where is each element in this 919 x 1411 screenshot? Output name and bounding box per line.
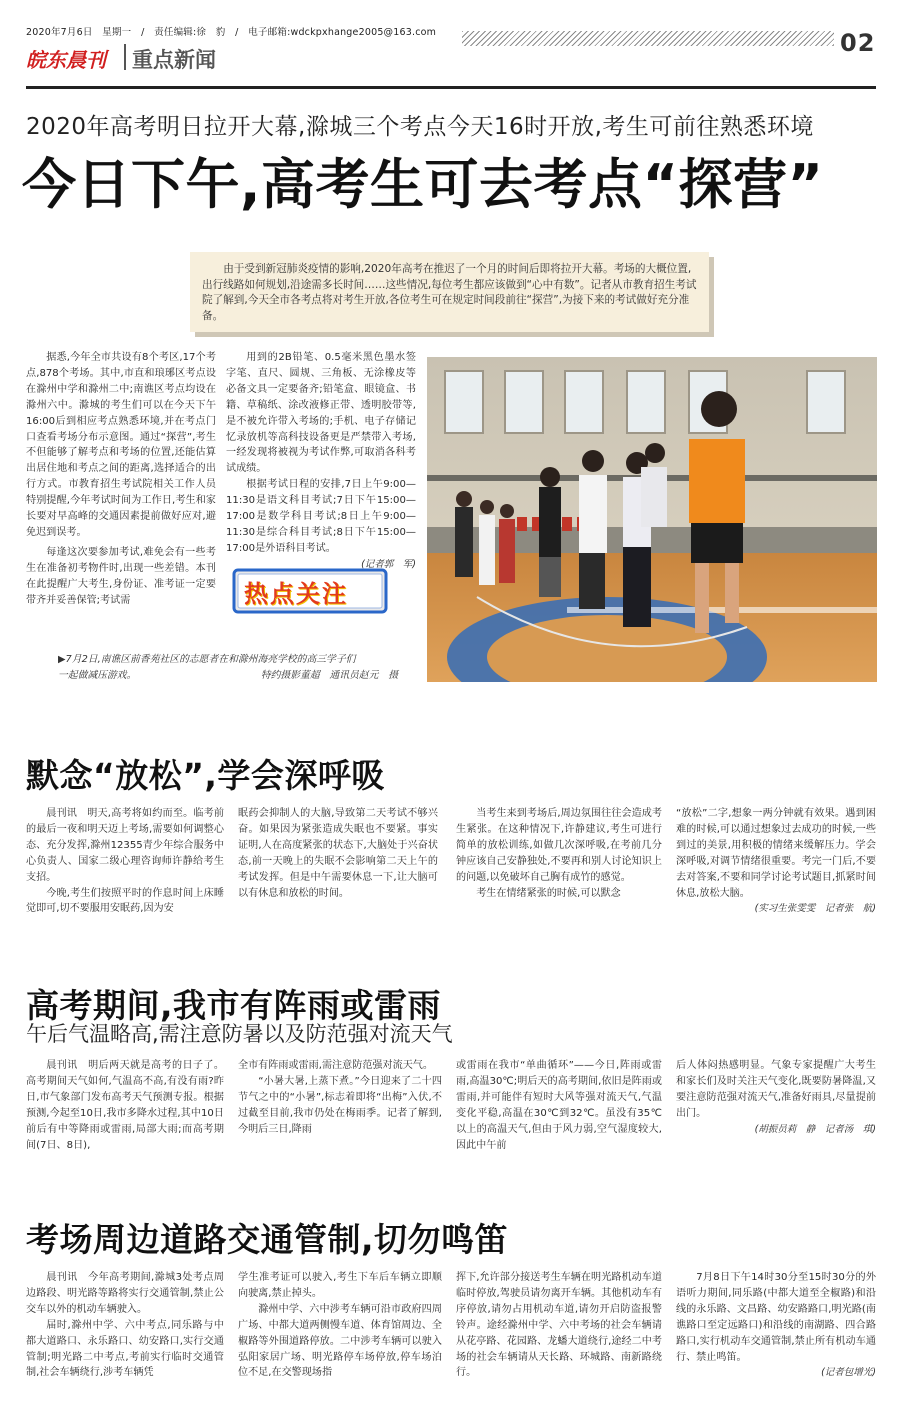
paragraph: 当考生来到考场后,周边氛围往往会造成考生紧张。在这种情况下,许静建议,考生可进行简单的放松训练,如做几次深呼吸,在考前几分钟应该自己安静独处,不要再和别人讨论知识上的问题,以免破坏自己胸有成竹的感觉。 (456, 808, 662, 883)
hot-topic-label: 热点关注 (244, 580, 348, 608)
logo-divider (124, 44, 126, 70)
story3-col3 (456, 1058, 662, 1153)
caption-line: ▶7月2日,南谯区前香苑社区的志愿者在和滁州海亮学校的高三学子们 (58, 654, 356, 665)
paragraph: 据悉,今年全市共设有8个考区,17个考点,878个考场。其中,市直和琅琊区考点设在滁州中学和滁州二中;南谯区考点均设在滁州六中。滁城的考生们可以在今天下午16:00后到相应考点熟悉环境,并在考点门口查看考场分布示意图。通过“探营”,考生不但能够了解考点和考场的位置,还能估算出居住地和考点之间的距离,选择适合的出行方式。市教育招生考试院相关工作人员特别提醒,今年考试时间为工作日,考生和家长要对早高峰的交通因素提前做好应对,避免迟到误考。 (26, 352, 216, 538)
paragraph: “放松”二字,想象一两分钟就有效果。遇到困难的时候,可以通过想象过去成功的时候,一些到过的美景,用积极的情绪来缓解压力。学会深呼吸,对调节情绪很重要。考完一门后,不要去对答案,不要和同学讨论考试题目,抓紧时间休息,放松大脑。 (676, 808, 876, 899)
news-photo (427, 357, 877, 682)
paragraph: 晨刊讯 明天,高考将如约而至。临考前的最后一夜和明天迈上考场,需要如何调整心态、充分发挥,滁州12355青少年综合服务中心负责人、国家二级心理咨询师许静给考生支招。 (26, 808, 224, 883)
story2-col3 (456, 806, 662, 901)
paragraph: 全市有阵雨或雷雨,需注意防范强对流天气。 (238, 1060, 433, 1071)
story1-title: 今日下午,高考生可去考点“探营” (22, 153, 824, 216)
newspaper-logo: 皖东晨刊 (26, 48, 106, 72)
story1-subtitle: 2020年高考明日拉开大幕,滁城三个考点今天16时开放,考生可前往熟悉环境 (26, 114, 814, 140)
story2-col4 (676, 806, 876, 917)
paragraph: 或雷雨在我市“单曲循环”——今日,阵雨或雷雨,高温30℃;明后天的高考期间,依旧是阵雨或雷雨,并可能伴有短时大风等强对流天气,气温变化平稳,高温在30℃到32℃。虽没有35℃以上的高温天气,但由于风力弱,空气湿度较大,因此中午前 (456, 1060, 662, 1151)
dateline: 2020年7月6日 星期一 / 责任编辑:徐 豹 / 电子邮箱:wdckpxhange2005@163.com (26, 27, 437, 38)
story1-col2 (226, 350, 416, 573)
paragraph: 晨刊讯 今年高考期间,滁城3处考点周边路段、明光路等路将实行交通管制,禁止公交车以外的机动车辆驶入。 (26, 1272, 224, 1315)
paragraph: 届时,滁州中学、六中考点,同乐路与中都大道路口、永乐路口、幼安路口,实行交通管制;明光路二中考点,考前实行临时交通管制,社会车辆绕行,涉考车辆凭 (26, 1319, 224, 1379)
story3-subtitle: 午后气温略高,需注意防暑以及防范强对流天气 (26, 1022, 453, 1046)
section-name: 重点新闻 (132, 48, 216, 72)
story3-col2 (238, 1058, 442, 1138)
paragraph: 挥下,允许部分接送考生车辆在明光路机动车道临时停放,驾驶员请勿离开车辆。其他机动车有序停放,请勿占用机动车道,请勿开启防盗报警铃声。途经滁州中学、六中考场的社会车辆请从花亭路、花园路、龙蟠大道绕行,途经二中考场的社会车辆请从天长路、环城路、南新路绕行。 (456, 1272, 662, 1379)
story1-lead: 由于受到新冠肺炎疫情的影响,2020年高考在推迟了一个月的时间后即将拉开大幕。考场的大概位置,出行线路如何规划,沿途需多长时间……这些情况,每位考生都应该做到“心中有数”。记者从市教育招生考试院了解到,今天全市各考点将对考生开放,各位考生可在规定时间段前往“探营”,为接下来的考试做好充分准备。 (190, 252, 709, 332)
photo-caption (58, 652, 398, 684)
story4-col4 (676, 1270, 876, 1381)
paragraph: 今晚,考生们按照平时的作息时间上床睡觉即可,切不要服用安眠药,因为安 (26, 887, 224, 915)
paragraph: 根据考试日程的安排,7日上午9:00—11:30是语文科目考试;7日下午15:00—17:00是数学科目考试;8日上午9:00—11:30是综合科目考试;8日下午15:00—17:00是外语科目考试。 (226, 479, 416, 554)
story2-title: 默念“放松”,学会深呼吸 (26, 756, 385, 795)
news-photo-graphic (427, 357, 877, 682)
paragraph: 每逢这次要参加考试,难免会有一些考生在准备初考物件时,出现一些差错。本刊在此提醒广大考生,身份证、准考证一定要带齐并妥善保管;考试需 (26, 546, 216, 606)
story4-title: 考场周边道路交通管制,切勿鸣笛 (26, 1220, 509, 1259)
byline: (记者包增光) (821, 1367, 876, 1379)
page-number: 02 (840, 29, 876, 57)
paragraph: 用到的2B铅笔、0.5毫米黑色墨水签字笔、直尺、圆规、三角板、无涂橡皮等必备文具一定要备齐;铅笔盒、眼镜盒、书籍、草稿纸、涂改液修正带、透明胶带等,是不被允许带入考场的;手机、电子存储记忆录放机等高科技设备更是严禁带入考场,一经发现将被视为考试作弊,可取消各科考试成绩。 (226, 352, 416, 475)
paragraph: 考生在情绪紧张的时候,可以默念 (476, 887, 621, 899)
byline: (胡振员莉 静 记者汤 琪) (754, 1123, 876, 1135)
paragraph: 7月8日下午14时30分至15时30分的外语听力期间,同乐路(中都大道至全椒路)和沿线的永乐路、文昌路、幼安路路口,明光路(南谯路口至定远路口)和沿线的南湖路、四合路路口,实行机动车交通管制,禁止所有机动车通行、禁止鸣笛。 (676, 1272, 876, 1363)
story2-col2 (238, 806, 438, 901)
story4-col2 (238, 1270, 442, 1381)
byline: (记者郭 军) (361, 558, 416, 570)
header-hatch (462, 31, 834, 46)
story3-col1 (26, 1058, 224, 1153)
story3-title: 高考期间,我市有阵雨或雷雨 (26, 986, 442, 1025)
paragraph: 学生准考证可以驶入,考生下车后车辆立即顺向驶离,禁止掉头。 (238, 1272, 442, 1299)
header-rule (26, 86, 876, 89)
hot-topic-badge (232, 568, 388, 614)
paragraph: 后人体闷热感明显。气象专家提醒广大考生和家长们及时关注天气变化,既要防暑降温,又要注意防范强对流天气,准备好雨具,尽量提前出门。 (676, 1060, 876, 1119)
story4-col1 (26, 1270, 224, 1381)
story2-col1 (26, 806, 224, 917)
paragraph: “小暑大暑,上蒸下煮。”今日迎来了二十四节气之中的“小暑”,标志着即将“出梅”入伏,不过截至目前,我市仍处在梅雨季。记者了解到,今明后三日,降雨 (238, 1075, 442, 1135)
story3-col4 (676, 1058, 876, 1138)
paragraph: 滁州中学、六中涉考车辆可沿市政府四周广场、中都大道两侧慢车道、体育馆周边、全椒路等外围道路停放。二中涉考车辆可以驶入弘阳家居广场、明光路停车场停放,停车场泊位不足,在交警现场指 (238, 1303, 442, 1379)
paragraph: 眠药会抑制人的大脑,导致第二天考试不够兴奋。如果因为紧张造成失眠也不要紧。事实证明,人在高度紧张的状态下,大脑处于兴奋状态,前一天晚上的失眠不会影响第二天上午的考试发挥。但是中午需要休息一下,让大脑可以有休息和放松的时间。 (238, 808, 438, 899)
caption-line-2 (58, 668, 398, 684)
story4-col3 (456, 1270, 662, 1381)
byline: (实习生张雯雯 记者张 航) (754, 903, 876, 915)
photo-credit: 特约摄影董超 通讯员赵元 摄 (260, 670, 398, 681)
paragraph: 晨刊讯 明后两天就是高考的日子了。高考期间天气如何,气温高不高,有没有雨?昨日,市气象部门发布高考天气预测专报。根据预测,今起至10日,我市多降水过程,其中10日前后有中等降雨或雷雨,局部大雨;而高考期间(7日、8日), (26, 1060, 224, 1151)
caption-text: 一起做减压游戏。 (58, 670, 137, 681)
story1-col1 (26, 350, 216, 609)
